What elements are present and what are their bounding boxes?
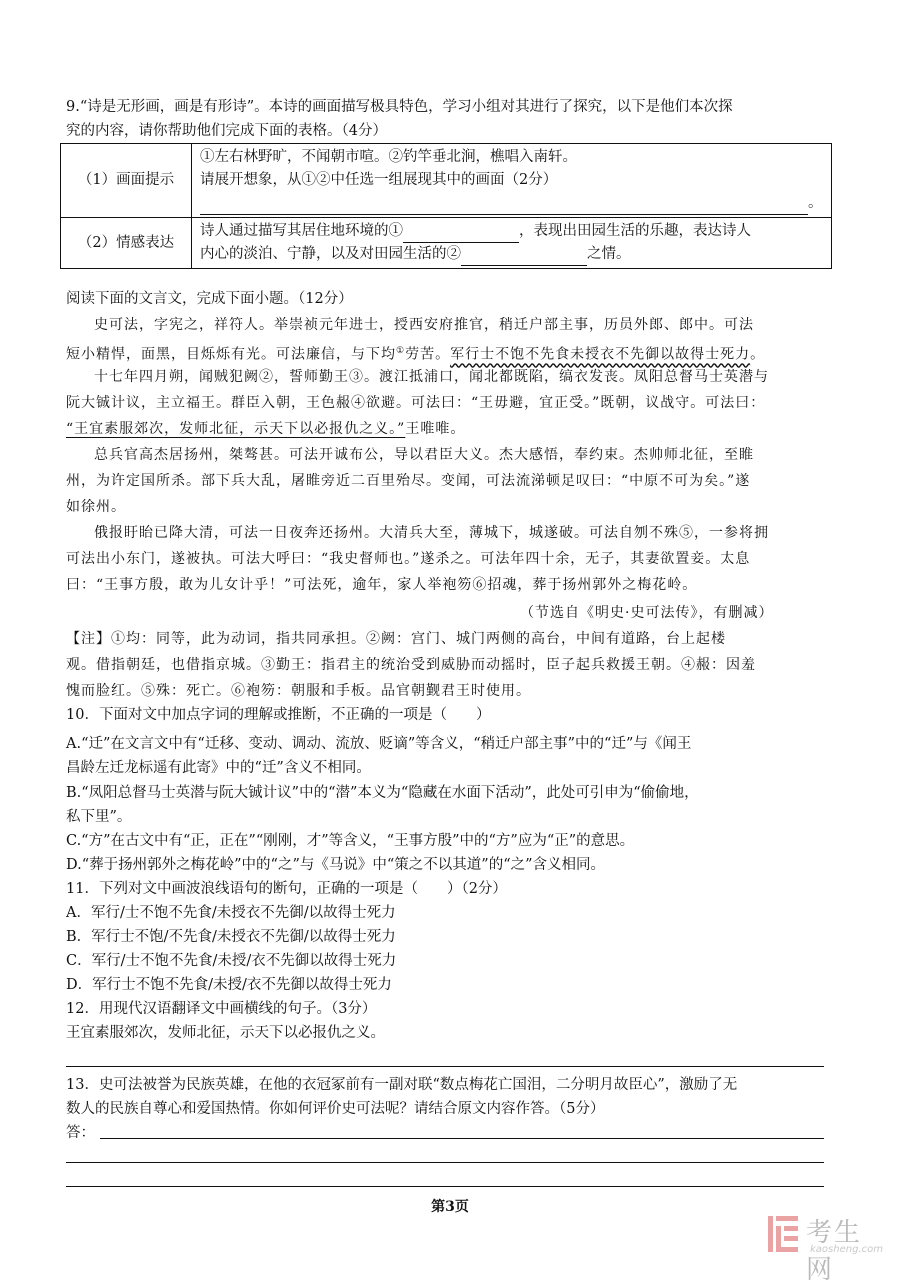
q9-stem-line1: 9.“诗是无形画，画是有形诗”。本诗的画面描写极具特色，学习小组对其进行了探究，以下是他们本次探	[66, 99, 733, 115]
passage-p2-line3: “王宜素服郊次，发师北征，示天下以必报仇之义。”王唯唯。	[66, 421, 466, 437]
q13-stem-line2: 数人的民族自尊心和爱国热情。你如何评价史可法呢？请结合原文内容作答。（5分）	[66, 1101, 605, 1117]
q13-answer-line-3[interactable]	[66, 1186, 824, 1187]
q9-row1-line1: ①左右林野旷，不闻朝市喧。②钓竿垂北涧，樵唱入南轩。	[200, 149, 577, 165]
q10-option-d[interactable]: D.“葬于扬州郭外之梅花岭”中的“之”与《马说》中“策之不以其道”的“之”含义相同。	[66, 857, 606, 873]
passage-source: （节选自《明史·史可法传》，有删减）	[520, 605, 774, 621]
q12-answer-line[interactable]	[66, 1066, 824, 1067]
passage-p3-line3: 如徐州。	[66, 499, 126, 515]
passage-p1-line1: 史可法，字宪之，祥符人。举崇祯元年进士，授西安府推官，稍迁户部主事，历员外郎、郎中。可法	[94, 317, 754, 333]
kaosheng-logo-icon	[766, 1214, 800, 1254]
passage-p3-line1: 总兵官高杰居扬州，桀骜甚。可法开诚布公，导以君臣大义。杰大感悟，奉约束。杰帅师北征，至睢	[94, 447, 754, 463]
q13-stem-line1: 13．史可法被誉为民族英雄，在他的衣冠冢前有一副对联“数点梅花亡国泪，二分明月故臣心”，激励了无	[66, 1077, 738, 1093]
passage-p2-line1: 十七年四月朔，闻贼犯阙②，誓师勤王③。渡江抵浦口，闻北都既陷，缟衣发丧。凤阳总督马士英潜与	[94, 369, 769, 385]
q13-answer-line-1[interactable]	[100, 1138, 824, 1139]
q9-row1-blank[interactable]	[200, 196, 808, 215]
watermark-text: 考生网	[806, 1218, 863, 1285]
underlined-sentence: “王宜素服郊次，发师北征，示天下以必报仇之义。”	[66, 421, 406, 437]
q11-stem: 11．下列对文中画波浪线语句的断句，正确的一项是（ ）（2分）	[66, 881, 507, 897]
q10-option-b-line1[interactable]: B.“凤阳总督马士英潜与阮大铖计议”中的“潜”本义为“隐藏在水面下活动”，此处可引申为“偷偷地，	[66, 785, 699, 801]
q9-table	[60, 143, 832, 269]
q11-option-d[interactable]: D．军行士不饱不先食/未授/衣不先御以故得士死力	[66, 977, 392, 993]
passage-p3-line2: 州，为许定国所杀。部下兵大乱，屠睢旁近二百里殆尽。变闻，可法流涕顿足叹曰：“中原不可为矣。”遂	[66, 473, 751, 489]
notes-line1: 【注】①均：同等，此为动词，指共同承担。②阙：宫门、城门两侧的高台，中间有道路，台上起楼	[66, 631, 726, 647]
q9-row1-line2: 请展开想象，从①②中任选一组展现其中的画面（2分）	[200, 172, 558, 188]
page-number: 第3页	[431, 1199, 469, 1215]
q10-stem: 10．下面对文中加点字词的理解或推断，不正确的一项是（ ）	[66, 707, 491, 723]
passage-intro: 阅读下面的文言文，完成下面小题。（12分）	[66, 291, 353, 307]
q12-sentence: 王宜素服郊次，发师北征，示天下以必报仇之义。	[66, 1025, 385, 1041]
q13-answer-label: 答：	[66, 1125, 95, 1141]
q11-option-c[interactable]: C．军行/士不饱不先食/未授/衣不先御以故得士死力	[66, 953, 397, 969]
passage-p1-line2: 短小精悍，面黑，目烁烁有光。可法廉信，与下均①劳苦。军行士不饱不先食未授衣不先御以故得士死力。	[66, 346, 766, 363]
passage-p2-line2: 阮大铖计议，主立福王。群臣入朝，王色赧④欲避。可法曰：“王毋避，宜正受。”既朝，议战守。可法曰：	[66, 395, 766, 411]
q10-option-b-line2[interactable]: 私下里”。	[66, 809, 132, 825]
q9-row-scene	[61, 144, 832, 218]
passage-p4-line1: 俄报盱眙已降大清，可法一日夜奔还扬州。大清兵大至，薄城下，城遂破。可法自刎不殊⑤，一参将拥	[94, 525, 769, 541]
q11-option-a[interactable]: A．军行/士不饱不先食/未授衣不先御/以故得士死力	[66, 905, 396, 921]
q13-answer-line-2[interactable]	[66, 1162, 824, 1163]
q9-stem-line2: 究的内容，请你帮助他们完成下面的表格。（4分）	[66, 123, 387, 139]
q9-blank-2[interactable]	[461, 247, 587, 266]
wavy-line-sentence: 军行士不饱不先食未授衣不先御以故得士死力	[450, 346, 751, 363]
watermark	[766, 1212, 886, 1285]
q10-option-a-line1[interactable]: A.“迁”在文言文中有“迁移、变动、调动、流放、贬谪”等含义，“稍迁户部主事”中的“迁”与《闻王	[66, 736, 692, 752]
passage-p4-line2: 可法出小东门，遂被执。可法大呼曰：“我史督师也。”遂杀之。可法年四十余，无子，其妻欲置妾。太息	[66, 551, 751, 567]
q9-row1-header: （1）画面提示	[61, 144, 192, 218]
notes-line3: 愧而脸红。⑤殊：死亡。⑥袍笏：朝服和手板。品官朝觐君王时使用。	[66, 683, 531, 699]
q11-option-b[interactable]: B．军行士不饱/不先食/未授衣不先御/以故得士死力	[66, 929, 396, 945]
q9-blank-1[interactable]	[403, 224, 519, 243]
q9-row2-content: 诗人通过描写其居住地环境的① ，表现出田园生活的乐趣，表达诗人 内心的淡泊、宁静，以及对田园生活的② 之情。	[192, 218, 832, 269]
q10-option-c[interactable]: C.“方”在古文中有“正，正在”“刚刚，才”等含义，“王事方殷”中的“方”应为“正”的意思。	[66, 833, 635, 849]
q9-row2-header: （2）情感表达	[61, 218, 192, 269]
q9-row1-content	[192, 144, 832, 218]
watermark-url: kaosheng.com	[810, 1244, 883, 1255]
q12-stem: 12．用现代汉语翻译文中画横线的句子。（3分）	[66, 1001, 377, 1017]
q10-option-a-line2[interactable]: 昌龄左迁龙标遥有此寄》中的“迁”含义不相同。	[66, 760, 371, 776]
q9-row1-answer[interactable]: 。	[200, 192, 823, 215]
q9-row-emotion	[61, 218, 832, 269]
passage-p4-line3: 曰：“王事方殷，敢为儿女计乎！”可法死，逾年，家人举袍笏⑥招魂，葬于扬州郭外之梅花岭。	[66, 577, 698, 593]
notes-line2: 观。借指朝廷，也借指京城。③勤王：指君主的统治受到威胁而动摇时，臣子起兵救援王朝。④赧：因羞	[66, 657, 756, 673]
